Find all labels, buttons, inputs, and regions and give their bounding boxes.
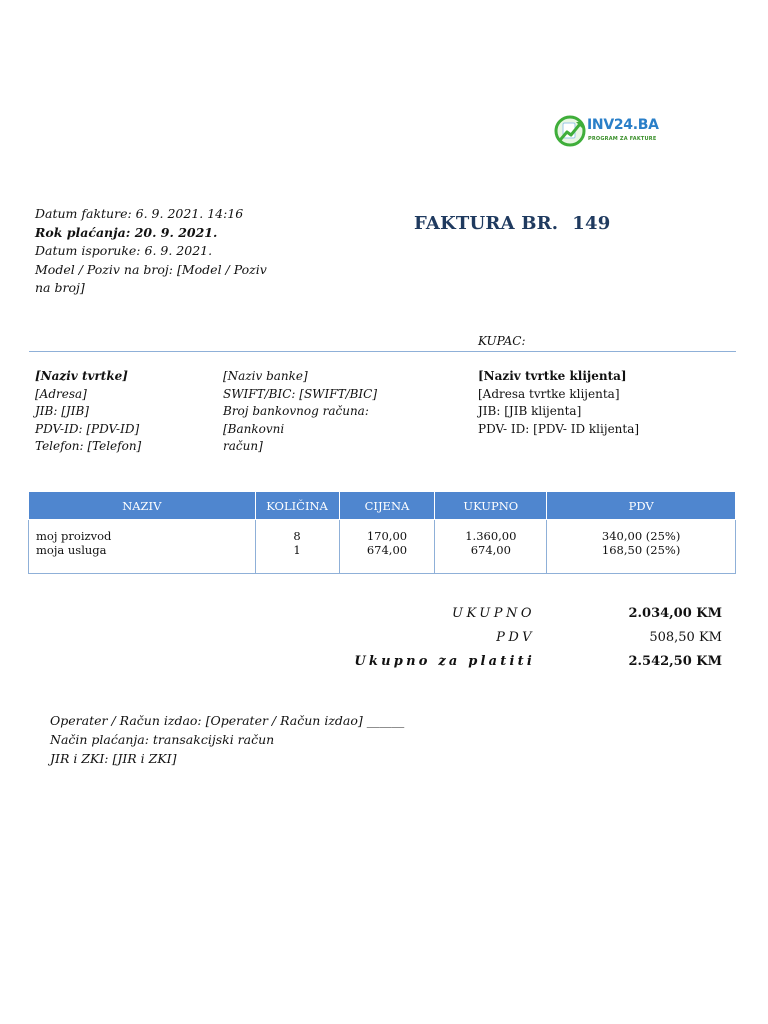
table-row [29, 520, 736, 574]
client-address: [Adresa tvrtke klijenta] [478, 386, 620, 401]
invoice-date: Datum fakture: 6. 9. 2021. 14:16 [35, 206, 244, 221]
item-name: moj proizvod [36, 529, 112, 543]
bank-account-line-1: Broj bankovnog računa: [Bankovni [223, 404, 369, 436]
client-info [478, 368, 718, 438]
client-jib: JIB: [JIB klijenta] [478, 404, 582, 418]
vat-label: PDV [496, 630, 535, 645]
seller-address: [Adresa] [35, 386, 87, 401]
vat-value: 508,50 KM [649, 630, 722, 645]
seller-name: [Naziv tvrtke] [35, 369, 128, 383]
seller-info [35, 368, 215, 456]
header-kolicina: KOLIČINA [255, 492, 339, 520]
bank-info [223, 368, 423, 456]
logo-chart-icon [554, 115, 586, 147]
operator-line: Operater / Račun izdao: [Operater / Račun izdao] ______ [50, 713, 405, 728]
header-naziv: NAZIV [29, 492, 256, 520]
vat-row [300, 628, 730, 652]
item-quantity: 8 [293, 529, 301, 543]
cell-cijena [339, 520, 435, 574]
items-table [28, 491, 736, 574]
invoice-title [414, 213, 610, 234]
payment-reference-line-2: na broj] [35, 280, 85, 295]
cell-naziv [29, 520, 256, 574]
jir-zki-line: JIR i ZKI: [JIR i ZKI] [50, 751, 177, 766]
buyer-label: KUPAC: [478, 334, 526, 348]
seller-phone: Telefon: [Telefon] [35, 439, 142, 453]
logo-title: INV24.BA [587, 117, 659, 133]
item-price: 170,00 [366, 529, 408, 543]
bank-swift: SWIFT/BIC: [SWIFT/BIC] [223, 386, 378, 401]
seller-jib: JIB: [JIB] [35, 404, 89, 418]
header-cijena: CIJENA [339, 492, 435, 520]
totals-block [300, 604, 730, 676]
item-vat: 340,00 (25%) [601, 529, 681, 543]
payment-due-date: Rok plaćanja: 20. 9. 2021. [35, 224, 218, 240]
payment-reference-line-1: Model / Poziv na broj: [Model / Poziv [35, 261, 267, 277]
grand-total-value: 2.542,50 KM [628, 654, 722, 669]
cell-pdv [547, 520, 736, 574]
client-name: [Naziv tvrtke klijenta] [478, 369, 627, 383]
header-pdv: PDV [547, 492, 736, 520]
bank-name: [Naziv banke] [223, 369, 308, 383]
invoice-footer [50, 711, 404, 768]
table-header-row [29, 492, 736, 520]
cell-ukupno [435, 520, 547, 574]
seller-pdv-id: PDV-ID: [PDV-ID] [35, 421, 140, 436]
subtotal-value: 2.034,00 KM [628, 606, 722, 621]
item-price: 674,00 [366, 543, 408, 557]
cell-kolicina [255, 520, 339, 574]
grand-total-label: Ukupno za platiti [354, 654, 535, 669]
subtotal-label: UKUPNO [452, 606, 535, 621]
grand-total-row [300, 652, 730, 676]
bank-account-line-2: račun] [223, 439, 263, 453]
item-vat: 168,50 (25%) [601, 543, 681, 557]
delivery-date: Datum isporuke: 6. 9. 2021. [35, 243, 213, 258]
invoice-title-label: FAKTURA BR. [414, 213, 559, 234]
item-quantity: 1 [293, 543, 301, 557]
invoice-meta [35, 205, 275, 298]
logo-subtitle: PROGRAM ZA FAKTURE [588, 136, 657, 142]
payment-method-line: Način plaćanja: transakcijski račun [50, 732, 275, 747]
subtotal-row [300, 604, 730, 628]
item-name: moja usluga [36, 543, 107, 557]
header-ukupno: UKUPNO [435, 492, 547, 520]
item-total: 1.360,00 [465, 529, 517, 543]
item-total: 674,00 [470, 543, 511, 557]
company-logo [554, 113, 659, 149]
invoice-number: 149 [572, 213, 611, 234]
client-pdv-id: PDV- ID: [PDV- ID klijenta] [478, 421, 640, 436]
section-divider [29, 351, 736, 352]
